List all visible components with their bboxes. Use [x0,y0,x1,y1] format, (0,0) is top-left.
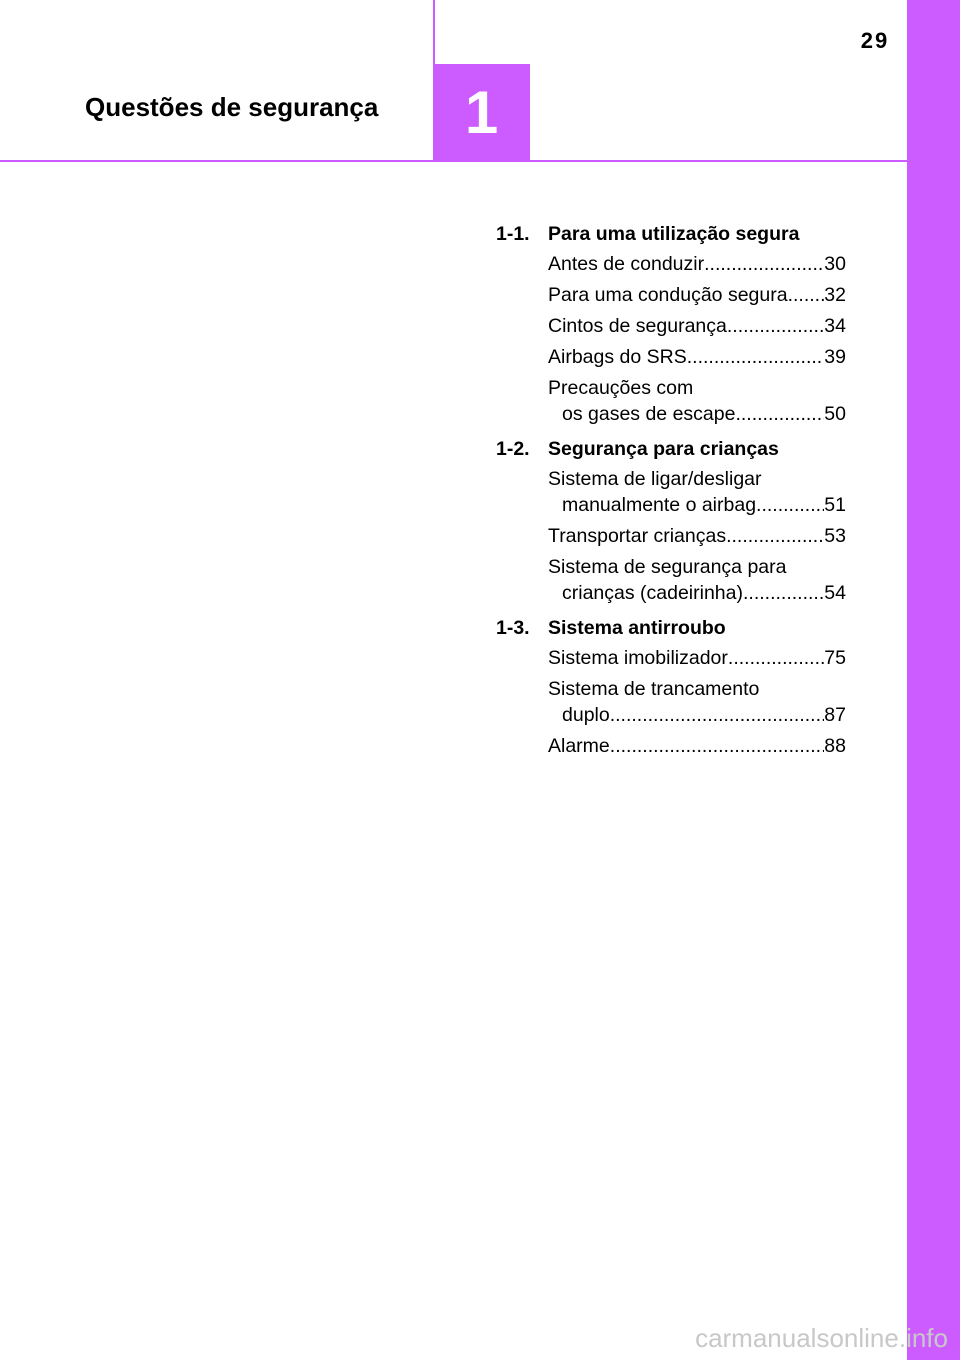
toc-entry-page: 32 [824,284,846,306]
toc-section-heading [496,220,846,248]
section-title: Questões de segurança [85,92,379,122]
toc-entry[interactable] [548,645,846,671]
page-number: 29 [860,28,890,53]
toc-entry-text: crianças (cadeirinha) [562,582,743,604]
toc-entry[interactable] [548,344,846,370]
toc-entry[interactable] [548,251,846,277]
toc-dot-leader [726,523,824,549]
toc-section-title: Para uma utilização segura [548,223,800,245]
toc-entry[interactable] [548,523,846,549]
toc-entry-text: Para uma condução segura [548,284,788,306]
chapter-tab [433,64,530,161]
toc-entry-text: Cintos de segurança [548,315,727,337]
toc-entry-text: manualmente o airbag [562,494,757,516]
toc-entry-page: 53 [824,525,846,547]
toc-section-title: Segurança para crianças [548,438,779,460]
header-divider-vertical [433,0,435,64]
toc-section-number: 1-2. [496,438,530,460]
toc-entry-text: Sistema imobilizador [548,647,728,669]
toc-entry-page: 34 [824,315,846,337]
watermark: carmanualsonline.info [695,1323,948,1353]
toc-dot-leader [610,733,825,759]
toc-dot-leader [704,251,824,277]
toc-entry-page: 88 [824,735,846,757]
toc-entry-text: Transportar crianças [548,525,727,547]
toc-entry-text: Antes de conduzir [548,253,705,275]
toc-entry-page: 54 [824,582,846,604]
toc-entry-page: 50 [824,403,846,425]
toc-entry[interactable] [548,554,846,606]
toc-section-title: Sistema antirroubo [548,617,726,639]
toc-entry[interactable] [548,676,846,728]
table-of-contents [496,220,846,759]
toc-entry-page: 39 [824,346,846,368]
toc-section-heading [496,614,846,642]
toc-entry-page: 51 [824,494,846,516]
toc-entry-page: 30 [824,253,846,275]
toc-dot-leader [756,492,824,518]
toc-entry-text: Sistema de segurança para [548,556,787,578]
toc-section-heading [496,435,846,463]
toc-section-number: 1-1. [496,223,530,245]
toc-entry[interactable] [548,313,846,339]
toc-dot-leader [788,282,825,308]
toc-dot-leader [735,401,824,427]
toc-entry-text: Precauções com [548,377,694,399]
toc-entry-page: 75 [824,647,846,669]
toc-entry-page: 87 [824,704,846,726]
toc-entry-text: Sistema de ligar/desligar [548,468,762,490]
toc-entry-text: Sistema de trancamento [548,678,760,700]
toc-entry-text: Alarme [548,735,610,757]
chapter-number: 1 [464,78,499,146]
toc-dot-leader [610,702,825,728]
toc-entry[interactable] [548,733,846,759]
toc-entry-text: Airbags do SRS [548,346,687,368]
toc-dot-leader [687,344,825,370]
toc-dot-leader [743,580,824,606]
toc-entry-text: duplo [562,704,610,726]
toc-section-number: 1-3. [496,617,530,639]
toc-entry[interactable] [548,282,846,308]
toc-entry[interactable] [548,466,846,518]
toc-entry-text: os gases de escape [562,403,736,425]
toc-dot-leader [727,313,824,339]
toc-dot-leader [728,645,824,671]
side-accent-bar [907,0,960,1360]
toc-entry[interactable] [548,375,846,427]
